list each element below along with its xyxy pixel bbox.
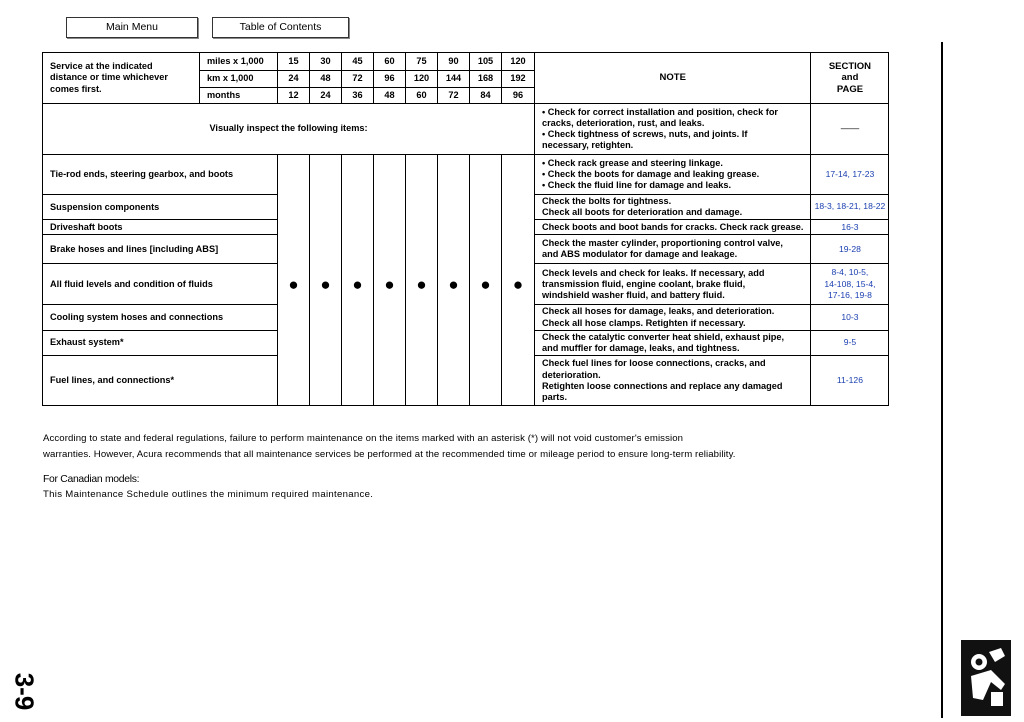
- item-note: [535, 235, 811, 264]
- km-label: km x 1,000: [200, 71, 278, 88]
- visual-inspect-note: [535, 104, 811, 155]
- table-row: [43, 155, 889, 195]
- interval-column: [342, 155, 374, 406]
- miles-label: miles x 1,000: [200, 53, 278, 71]
- note-line: Check fuel lines for loose connections, cracks, and: [542, 358, 766, 369]
- service-interval-label: [43, 53, 200, 104]
- note-line: Check all hose clamps. Retighten if necessary.: [542, 317, 746, 328]
- section-link-line: 17-14, 17-23: [825, 168, 875, 179]
- table-of-contents-button[interactable]: Table of Contents: [212, 17, 349, 38]
- months-cell: 36: [342, 88, 374, 104]
- interval-column: [470, 155, 502, 406]
- note-line: deterioration.: [542, 369, 601, 380]
- service-label-line: Service at the indicated: [50, 61, 153, 72]
- months-cell: 72: [438, 88, 470, 104]
- section-header-line: SECTION: [828, 60, 872, 72]
- emission-footnote: [43, 431, 923, 463]
- canadian-models-text: This Maintenance Schedule outlines the minimum required maintenance.: [43, 489, 374, 500]
- section-page-link[interactable]: [811, 330, 889, 355]
- check-dot: ●: [448, 274, 459, 294]
- note-line: necessary, retighten.: [542, 140, 634, 151]
- section-page-link[interactable]: [811, 195, 889, 220]
- note-line: • Check rack grease and steering linkage.: [542, 157, 723, 168]
- footnote-line: warranties. However, Acura recommends that all maintenance services be performed at the recommended time or mileage period to ensure long-term reliability.: [43, 449, 736, 460]
- section-link-line: 11-126: [836, 375, 863, 386]
- inspection-item: Brake hoses and lines [including ABS]: [43, 235, 278, 264]
- check-dot: ●: [352, 274, 363, 294]
- check-dot: ●: [288, 274, 299, 294]
- canadian-models-heading: For Canadian models:: [43, 474, 140, 485]
- miles-cell: 75: [406, 53, 438, 71]
- item-note: [535, 264, 811, 305]
- item-note: [535, 155, 811, 195]
- section-page-link[interactable]: [811, 220, 889, 235]
- inspection-item: Cooling system hoses and connections: [43, 305, 278, 330]
- km-cell: 120: [406, 71, 438, 88]
- miles-cell: 90: [438, 53, 470, 71]
- months-cell: 84: [470, 88, 502, 104]
- section-page-link[interactable]: [811, 264, 889, 305]
- note-line: Check the catalytic converter heat shield, exhaust pipe,: [542, 331, 785, 342]
- months-cell: 60: [406, 88, 438, 104]
- miles-cell: 105: [470, 53, 502, 71]
- section-link-line: 10-3: [841, 311, 859, 322]
- section-page-link[interactable]: [811, 356, 889, 406]
- section-link-line: 9-5: [843, 337, 857, 348]
- note-line: cracks, deterioration, rust, and leaks.: [542, 117, 705, 128]
- note-header: NOTE: [535, 53, 811, 104]
- inspection-item: Exhaust system*: [43, 330, 278, 355]
- inspection-item: All fluid levels and condition of fluids: [43, 264, 278, 305]
- check-dot: ●: [480, 274, 491, 294]
- miles-cell: 60: [374, 53, 406, 71]
- check-dot: ●: [416, 274, 427, 294]
- km-cell: 96: [374, 71, 406, 88]
- note-line: Check boots and boot bands for cracks. Check rack grease.: [542, 221, 804, 232]
- note-line: Check the master cylinder, proportioning control valve,: [542, 238, 783, 249]
- km-cell: 192: [502, 71, 535, 88]
- section-link-line: 16-3: [841, 221, 859, 232]
- main-menu-button[interactable]: Main Menu: [66, 17, 198, 38]
- note-line: • Check tightness of screws, nuts, and joints. If: [542, 129, 748, 139]
- note-line: and muffler for damage, leaks, and tightness.: [542, 343, 740, 354]
- inspection-item: Tie-rod ends, steering gearbox, and boots: [43, 155, 278, 195]
- miles-cell: 30: [310, 53, 342, 71]
- section-page-link[interactable]: [811, 155, 889, 195]
- check-dot: ●: [320, 274, 331, 294]
- maintenance-schedule-table: [42, 52, 889, 406]
- note-line: parts.: [542, 392, 568, 403]
- inspection-item: Suspension components: [43, 195, 278, 220]
- miles-cell: 15: [278, 53, 310, 71]
- km-cell: 72: [342, 71, 374, 88]
- inspection-item: Fuel lines, and connections*: [43, 356, 278, 406]
- service-label-line: comes first.: [50, 83, 102, 94]
- mechanic-wrench-icon: [961, 640, 1011, 716]
- item-note: [535, 195, 811, 220]
- note-line: Check all boots for deterioration and damage.: [542, 207, 743, 218]
- km-cell: 48: [310, 71, 342, 88]
- check-dot: ●: [384, 274, 395, 294]
- km-cell: 24: [278, 71, 310, 88]
- interval-column: [374, 155, 406, 406]
- service-label-line: distance or time whichever: [50, 72, 168, 83]
- section-link-line: 18-3, 18-21, 18-22: [814, 201, 886, 212]
- note-line: Check the bolts for tightness.: [542, 196, 672, 206]
- footnote-line: According to state and federal regulations, failure to perform maintenance on the items marked with an asterisk (*) will not void customer's emission: [43, 433, 684, 444]
- page-edge-rule: [941, 42, 943, 718]
- check-dot: ●: [512, 274, 524, 294]
- visual-inspect-label: Visually inspect the following items:: [43, 104, 535, 155]
- section-page-header: [811, 53, 889, 104]
- item-note: [535, 330, 811, 355]
- inspection-item: Driveshaft boots: [43, 220, 278, 235]
- section-page-link[interactable]: [811, 235, 889, 264]
- item-note: [535, 356, 811, 406]
- section-link-line: 17-16, 19-8: [827, 290, 872, 301]
- months-label: months: [200, 88, 278, 104]
- interval-column: [438, 155, 470, 406]
- months-cell: 24: [310, 88, 342, 104]
- km-cell: 168: [470, 71, 502, 88]
- section-link-line: 19-28: [838, 243, 861, 254]
- note-line: transmission fluid, engine coolant, brake fluid,: [542, 278, 746, 289]
- visual-inspect-section: ——: [811, 104, 889, 155]
- note-line: Check all hoses for damage, leaks, and deterioration.: [542, 306, 775, 317]
- interval-column: [278, 155, 310, 406]
- miles-cell: 45: [342, 53, 374, 71]
- months-cell: 48: [374, 88, 406, 104]
- interval-column: [310, 155, 342, 406]
- page-number: 3-9: [9, 672, 40, 711]
- km-cell: 144: [438, 71, 470, 88]
- note-line: • Check for correct installation and position, check for: [542, 106, 779, 117]
- note-line: • Check the boots for damage and leaking grease.: [542, 168, 760, 179]
- section-page-link[interactable]: [811, 305, 889, 330]
- note-line: and ABS modulator for damage and leakage.: [542, 249, 738, 260]
- section-header-line: PAGE: [836, 83, 864, 95]
- section-link-line: 14-108, 15-4,: [824, 278, 876, 289]
- months-cell: 12: [278, 88, 310, 104]
- interval-column: [406, 155, 438, 406]
- section-header-line: and: [841, 72, 859, 84]
- interval-column: [502, 155, 535, 406]
- months-cell: 96: [502, 88, 535, 104]
- note-line: • Check the fluid line for damage and leaks.: [542, 180, 732, 191]
- item-note: [535, 220, 811, 235]
- note-line: Check levels and check for leaks. If necessary, add: [542, 267, 765, 278]
- miles-cell: 120: [502, 53, 535, 71]
- note-line: windshield washer fluid, and battery fluid.: [542, 290, 725, 301]
- note-line: Retighten loose connections and replace any damaged: [542, 380, 783, 391]
- item-note: [535, 305, 811, 330]
- section-link-line: 8-4, 10-5,: [831, 267, 869, 278]
